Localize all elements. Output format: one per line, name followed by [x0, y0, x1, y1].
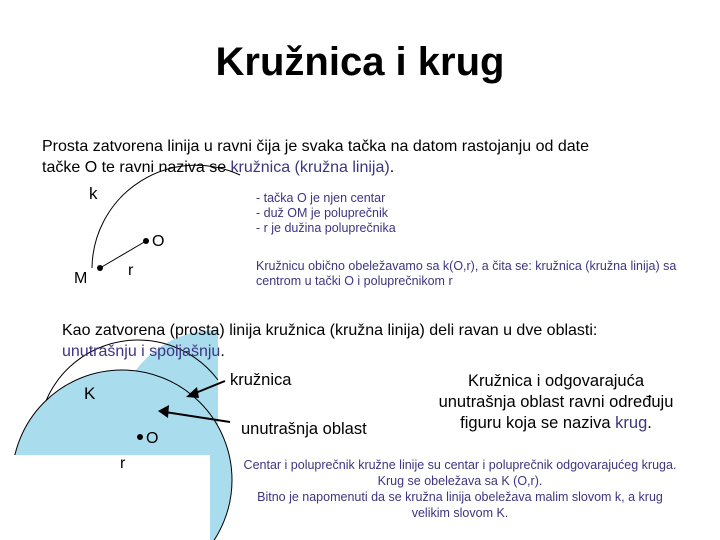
label-r: r	[128, 262, 134, 279]
krug-def-line-1: Kružnica i odgovarajuća	[467, 372, 645, 390]
intro-line-2-suffix: .	[389, 159, 395, 176]
note-center: - tačka O je njen centar	[256, 191, 386, 205]
krug-note-3: Bitno je napomenuti da se kružna linija obeležava malim slovom k, a krug	[257, 490, 663, 504]
intro-line-1: Prosta zatvorena linija u ravni čija je svaka tačka na datom rastojanju od date	[42, 138, 589, 155]
krug-note-1: Centar i poluprečnik kružne linije su centar i poluprečnik odgovarajućeg kruga.	[243, 458, 677, 472]
center-notes	[256, 191, 396, 236]
term-kruznica: kružnica (kružna linija)	[230, 159, 390, 176]
label-r-disk: r	[120, 455, 126, 472]
krug-note-4: velikim slovom K.	[411, 506, 509, 520]
term-regions: unutrašnju i spoljašnju	[62, 343, 221, 360]
label-M: M	[74, 270, 88, 287]
krug-def-line-3	[400, 413, 712, 434]
divides-line-2	[62, 341, 702, 362]
label-kruznica: kružnica	[230, 371, 292, 389]
label-K: K	[84, 384, 96, 403]
note-radius-length: - r je dužina poluprečnika	[256, 221, 396, 235]
disk-center-point	[137, 434, 143, 440]
divides-paragraph	[62, 320, 702, 362]
term-krug: krug	[615, 414, 648, 432]
krug-def-line-2: unutrašnja oblast ravni određuju	[438, 393, 674, 411]
slide-title: Kružnica i krug	[215, 40, 505, 84]
krug-notes	[210, 457, 710, 521]
circle-arc	[92, 165, 240, 268]
label-O-disk: O	[146, 430, 159, 447]
label-unutrasnja-oblast: unutrašnja oblast	[241, 420, 367, 438]
point-M	[97, 265, 103, 271]
krug-def-line-3-suffix: .	[647, 414, 652, 432]
intro-line-2-prefix: tačke O te ravni naziva se	[42, 159, 231, 176]
label-O: O	[152, 233, 165, 250]
radius-line	[100, 241, 146, 268]
label-k: k	[89, 184, 98, 203]
krug-def-line-3-prefix: figuru koja se naziva	[460, 414, 616, 432]
divides-line-1: Kao zatvorena (prosta) linija kružnica (kružna linija) deli ravan u dve oblasti:	[62, 322, 598, 339]
disk-mask	[0, 455, 210, 540]
krug-note-2: Krug se obeležava sa K (O,r).	[377, 474, 543, 488]
krug-definition	[400, 371, 712, 434]
notation-note: Kružnicu obično obeležavamo sa k(O,r), a čita se: kružnica (kružna linija) sa centrom u tački O i poluprečnikom r	[256, 259, 677, 288]
note-radius-segment: - duž OM je poluprečnik	[256, 206, 389, 220]
divides-suffix: .	[220, 343, 225, 360]
center-point-O	[143, 238, 149, 244]
